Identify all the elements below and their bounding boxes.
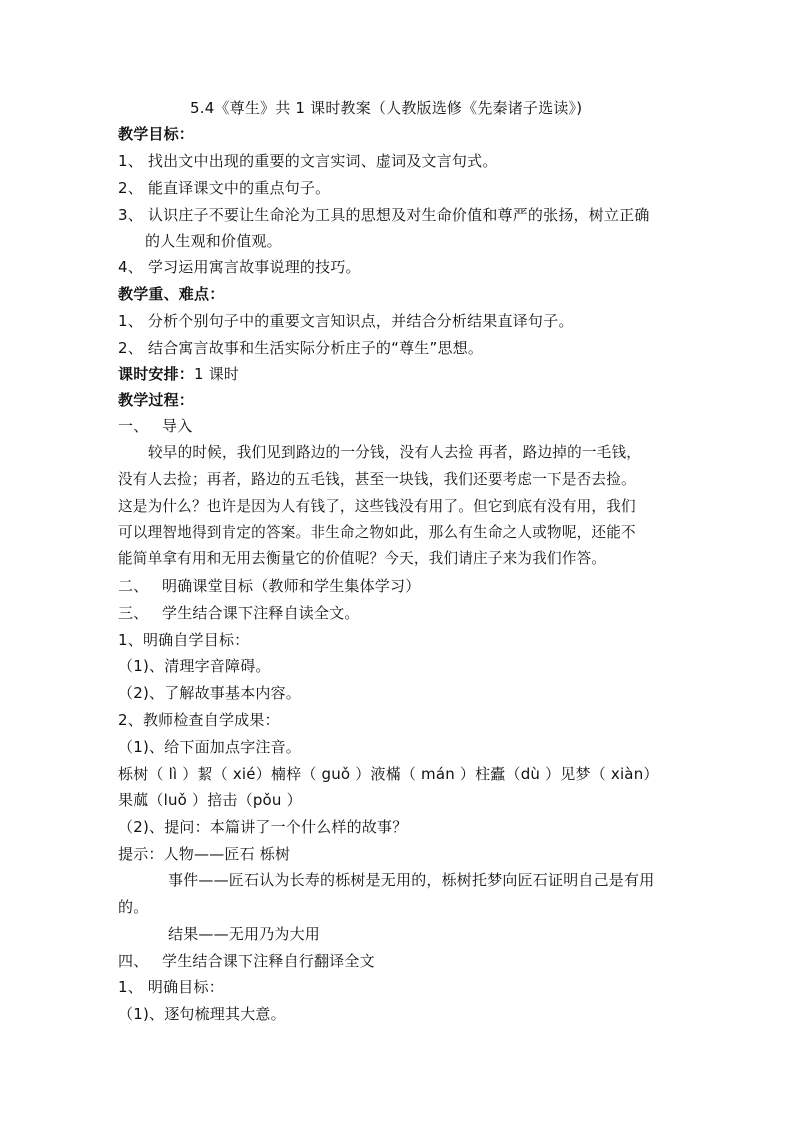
goal-item-4: 4、 学习运用寓言故事说理的技巧。: [118, 258, 361, 276]
goal-item-3: 3、 认识庄子不要让生命沦为工具的思想及对生命价值和尊严的张扬，树立正确: [118, 206, 650, 224]
hours-value: 1 课时: [194, 365, 240, 383]
self-study-goal-2: （2)、了解故事基本内容。: [118, 684, 301, 702]
check-item-1: （1)、给下面加点字注音。: [118, 738, 301, 756]
section-4-number: 四、: [118, 952, 149, 970]
heading-hours: 课时安排：: [118, 365, 195, 383]
intro-line-3: 这是为什么？也许是因为人有钱了，这些钱没有用了。但它到底有没有用，我们: [118, 498, 636, 515]
document-title: 5.4《尊生》共 1 课时教案（人教版选修《先秦诸子选读》): [190, 99, 583, 117]
event-line-1: 事件——匠石认为长寿的栎树是无用的，栎树托梦向匠石证明自己是有用: [168, 871, 655, 889]
key-point-1: 1、 分析个别句子中的重要文言知识点，并结合分析结果直译句子。: [118, 312, 574, 330]
key-point-2: 2、 结合寓言故事和生活实际分析庄子的“尊生”思想。: [118, 339, 484, 357]
section-3-heading: [118, 603, 678, 623]
section-4-goal-1: （1)、逐句梳理其大意。: [118, 1005, 286, 1023]
intro-line-1: 较早的时候，我们见到路边的一分钱，没有人去捡 再者，路边掉的一毛钱，: [148, 444, 642, 461]
section-4-goal-heading: 1、 明确目标：: [118, 978, 224, 996]
pinyin-line-1: 栎树（ lì ）絜（ xié）楠梓（ guǒ ）液樠（ mán ）柱蠹（dù ）见梦（ xiàn）: [118, 765, 659, 783]
goal-item-1: 1、 找出文中出现的重要的文言实词、虚词及文言句式。: [118, 152, 498, 170]
section-2-number: 二、: [118, 577, 149, 595]
intro-line-2: 没有人去捡；再者，路边的五毛钱，甚至一块钱，我们还要考虑一下是否去捡。: [118, 471, 636, 488]
section-1-number: 一、: [118, 417, 149, 435]
section-3-number: 三、: [118, 604, 149, 622]
event-line-2: 的。: [118, 898, 149, 916]
goal-item-2: 2、 能直译课文中的重点句子。: [118, 179, 331, 197]
self-study-goal-1: （1)、清理字音障碍。: [118, 657, 271, 675]
self-study-goal-heading: 1、明确自学目标：: [118, 631, 250, 649]
result-line: 结果——无用乃为大用: [168, 925, 321, 943]
heading-teaching-goals: 教学目标：: [118, 125, 195, 143]
goal-item-3-cont: 的人生观和价值观。: [145, 232, 282, 250]
section-4-heading: [118, 951, 678, 971]
pinyin-line-2: 果蓏（luǒ ）掊击（pǒu ）: [118, 791, 302, 809]
heading-key-points: 教学重、难点：: [118, 285, 225, 303]
section-3-title: 学生结合课下注释自读全文。: [162, 604, 360, 622]
check-heading: 2、教师检查自学成果：: [118, 711, 280, 729]
hint-line: 提示：人物——匠石 栎树: [118, 845, 291, 863]
intro-line-5: 能简单拿有用和无用去衡量它的价值呢？今天，我们请庄子来为我们作答。: [118, 550, 607, 567]
section-1-title: 导入: [162, 417, 193, 435]
section-1-heading: [118, 416, 678, 436]
section-4-title: 学生结合课下注释自行翻译全文: [162, 952, 375, 970]
heading-process: 教学过程：: [118, 391, 195, 409]
hours-line: [118, 364, 678, 384]
check-item-2: （2)、提问：本篇讲了一个什么样的故事？: [118, 818, 408, 836]
intro-line-4: 可以理智地得到肯定的答案。非生命之物如此，那么有生命之人或物呢，还能不: [118, 524, 636, 541]
section-2-title: 明确课堂目标（教师和学生集体学习）: [162, 577, 421, 595]
section-2-heading: [118, 576, 678, 596]
